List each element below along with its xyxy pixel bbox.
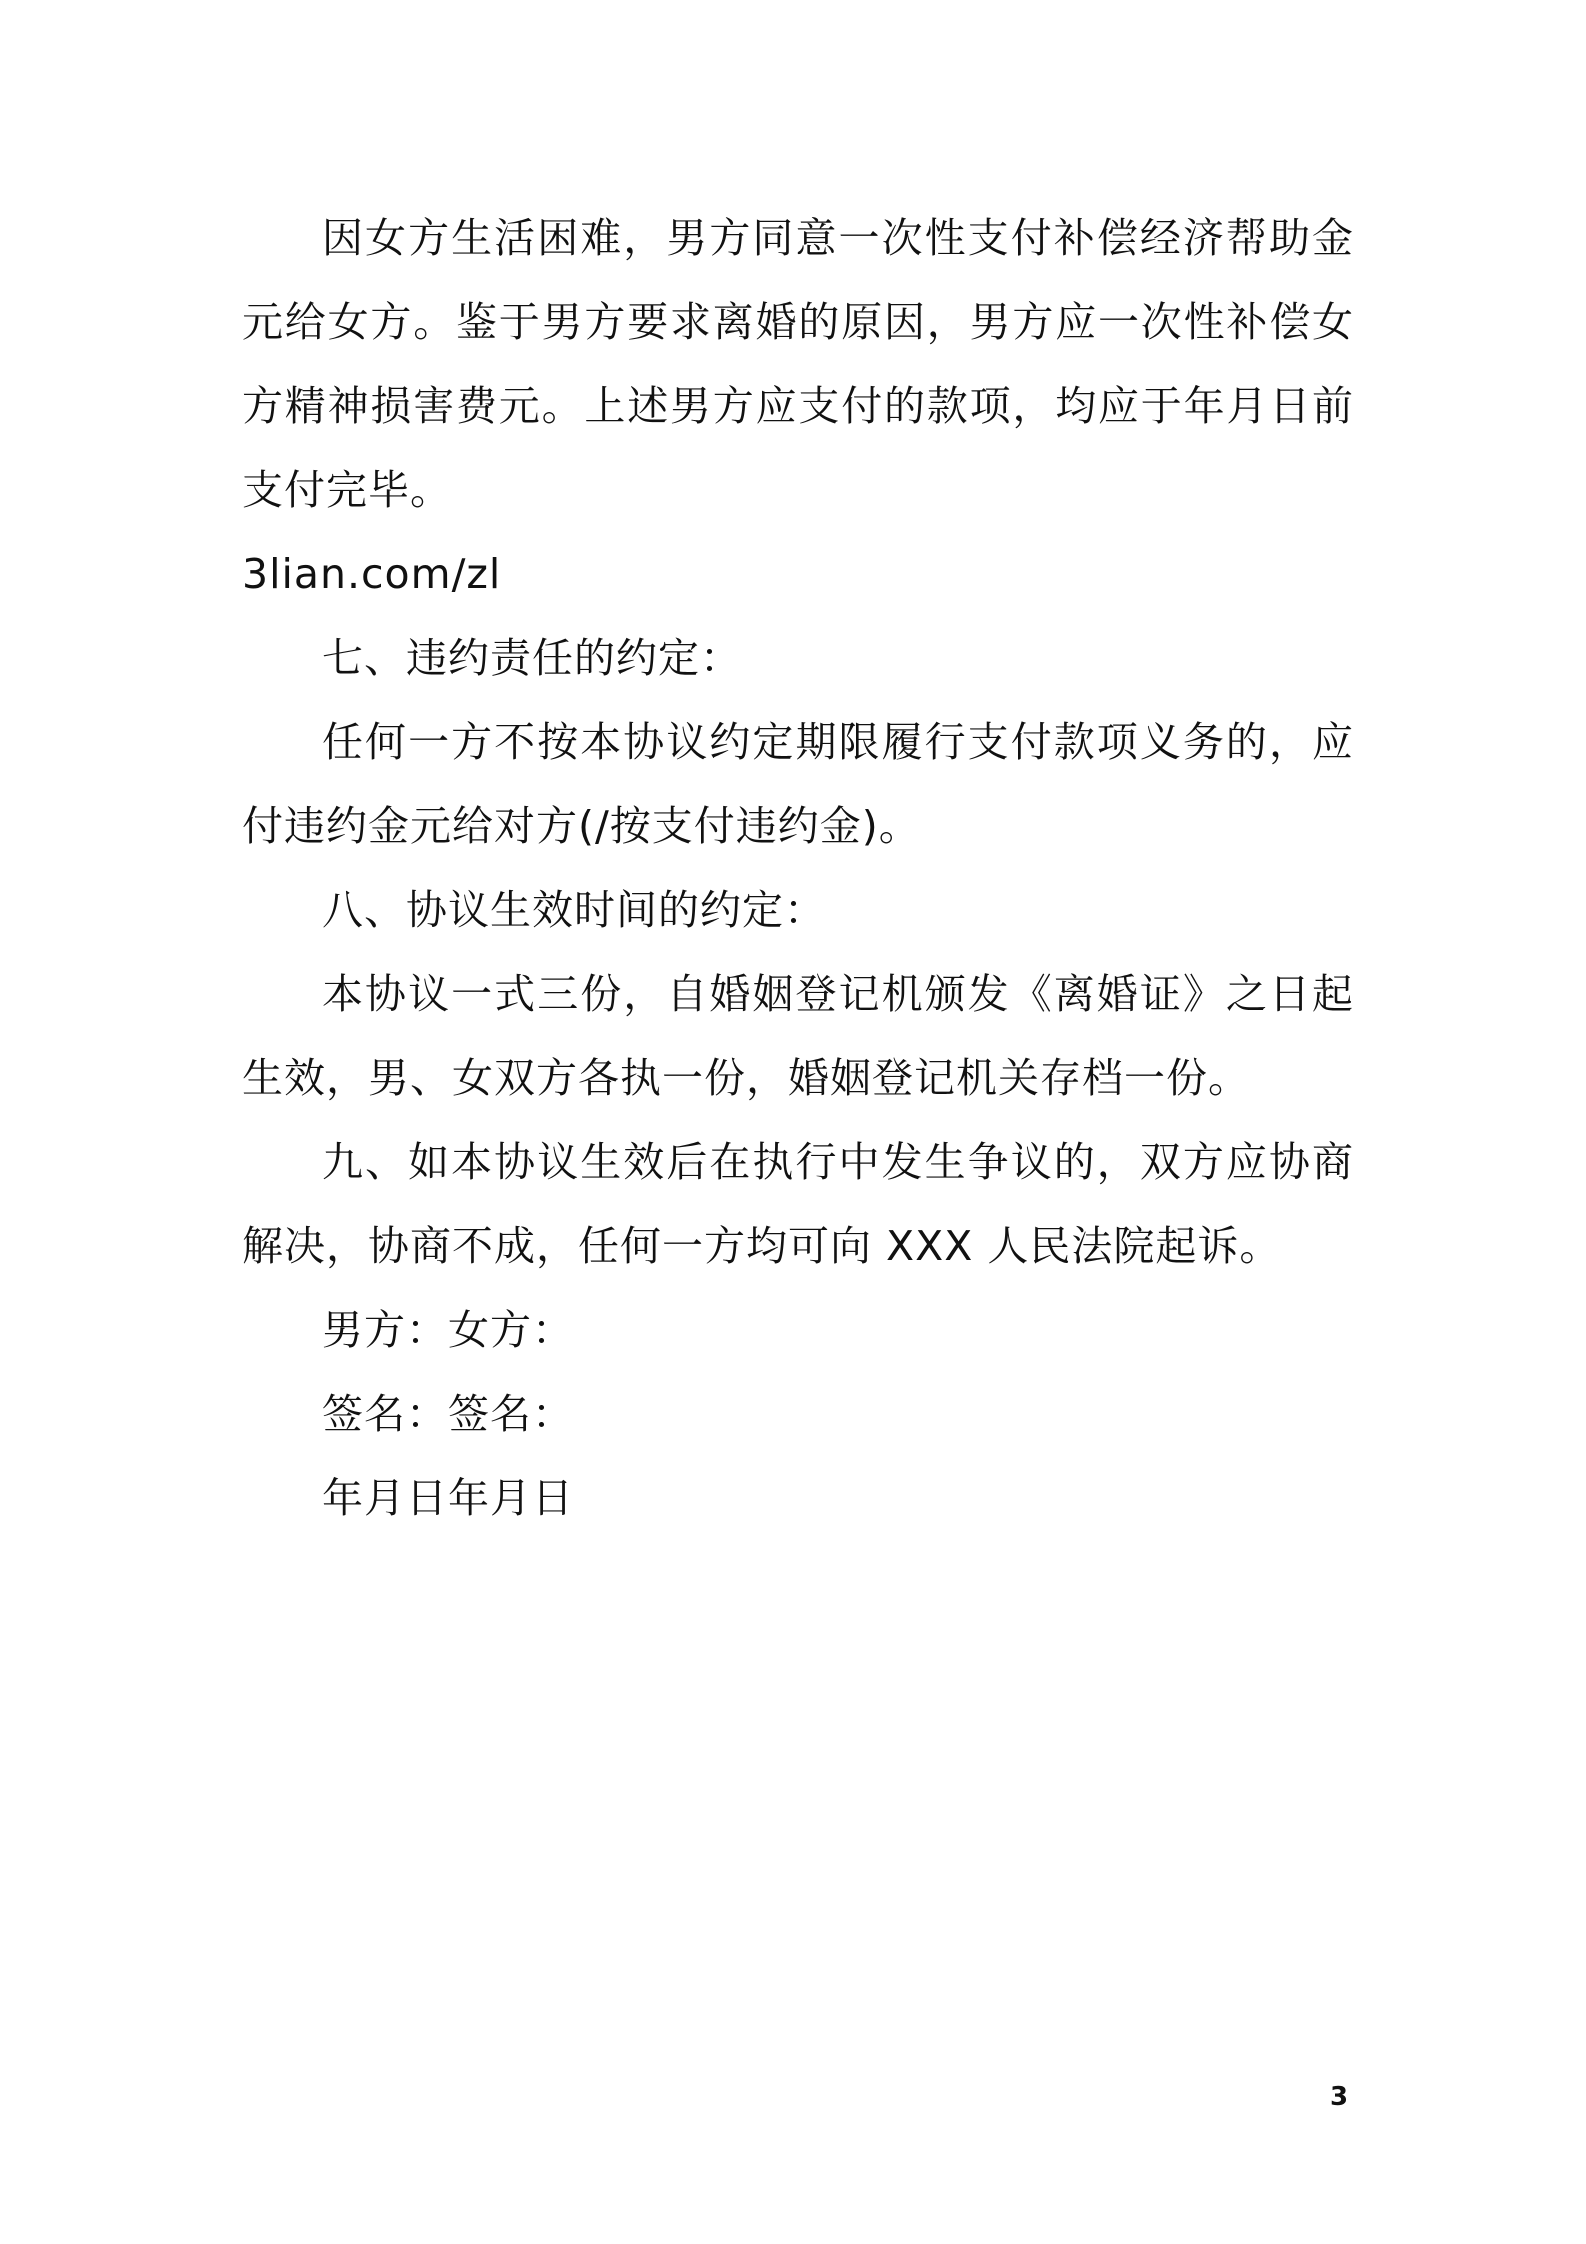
source-url: 3lian.com/zl (242, 550, 502, 598)
compensation-paragraph: 因女方生活困难，男方同意一次性支付补偿经济帮助金元给女方。鉴于男方要求离婚的原因，男方应一次性补偿女方精神损害费元。上述男方应支付的款项，均应于年月日前支付完毕。 (242, 214, 1354, 514)
document-body (242, 196, 1354, 1540)
breach-paragraph: 任何一方不按本协议约定期限履行支付款项义务的，应付违约金元给对方(/按支付违约金)。 (242, 718, 1354, 850)
party-labels: 男方：女方： (322, 1306, 574, 1354)
effective-paragraph: 本协议一式三份，自婚姻登记机颁发《离婚证》之日起生效，男、女双方各执一份，婚姻登记机关存档一份。 (242, 970, 1354, 1102)
section-7-heading: 七、违约责任的约定： (322, 634, 742, 682)
date-labels: 年月日年月日 (322, 1474, 574, 1522)
dispute-paragraph: 九、如本协议生效后在执行中发生争议的，双方应协商解决，协商不成，任何一方均可向 XXX 人民法院起诉。 (242, 1138, 1354, 1270)
page-number: 3 (1330, 2082, 1349, 2112)
signature-labels: 签名：签名： (322, 1390, 574, 1438)
section-8-heading: 八、协议生效时间的约定： (322, 886, 826, 934)
